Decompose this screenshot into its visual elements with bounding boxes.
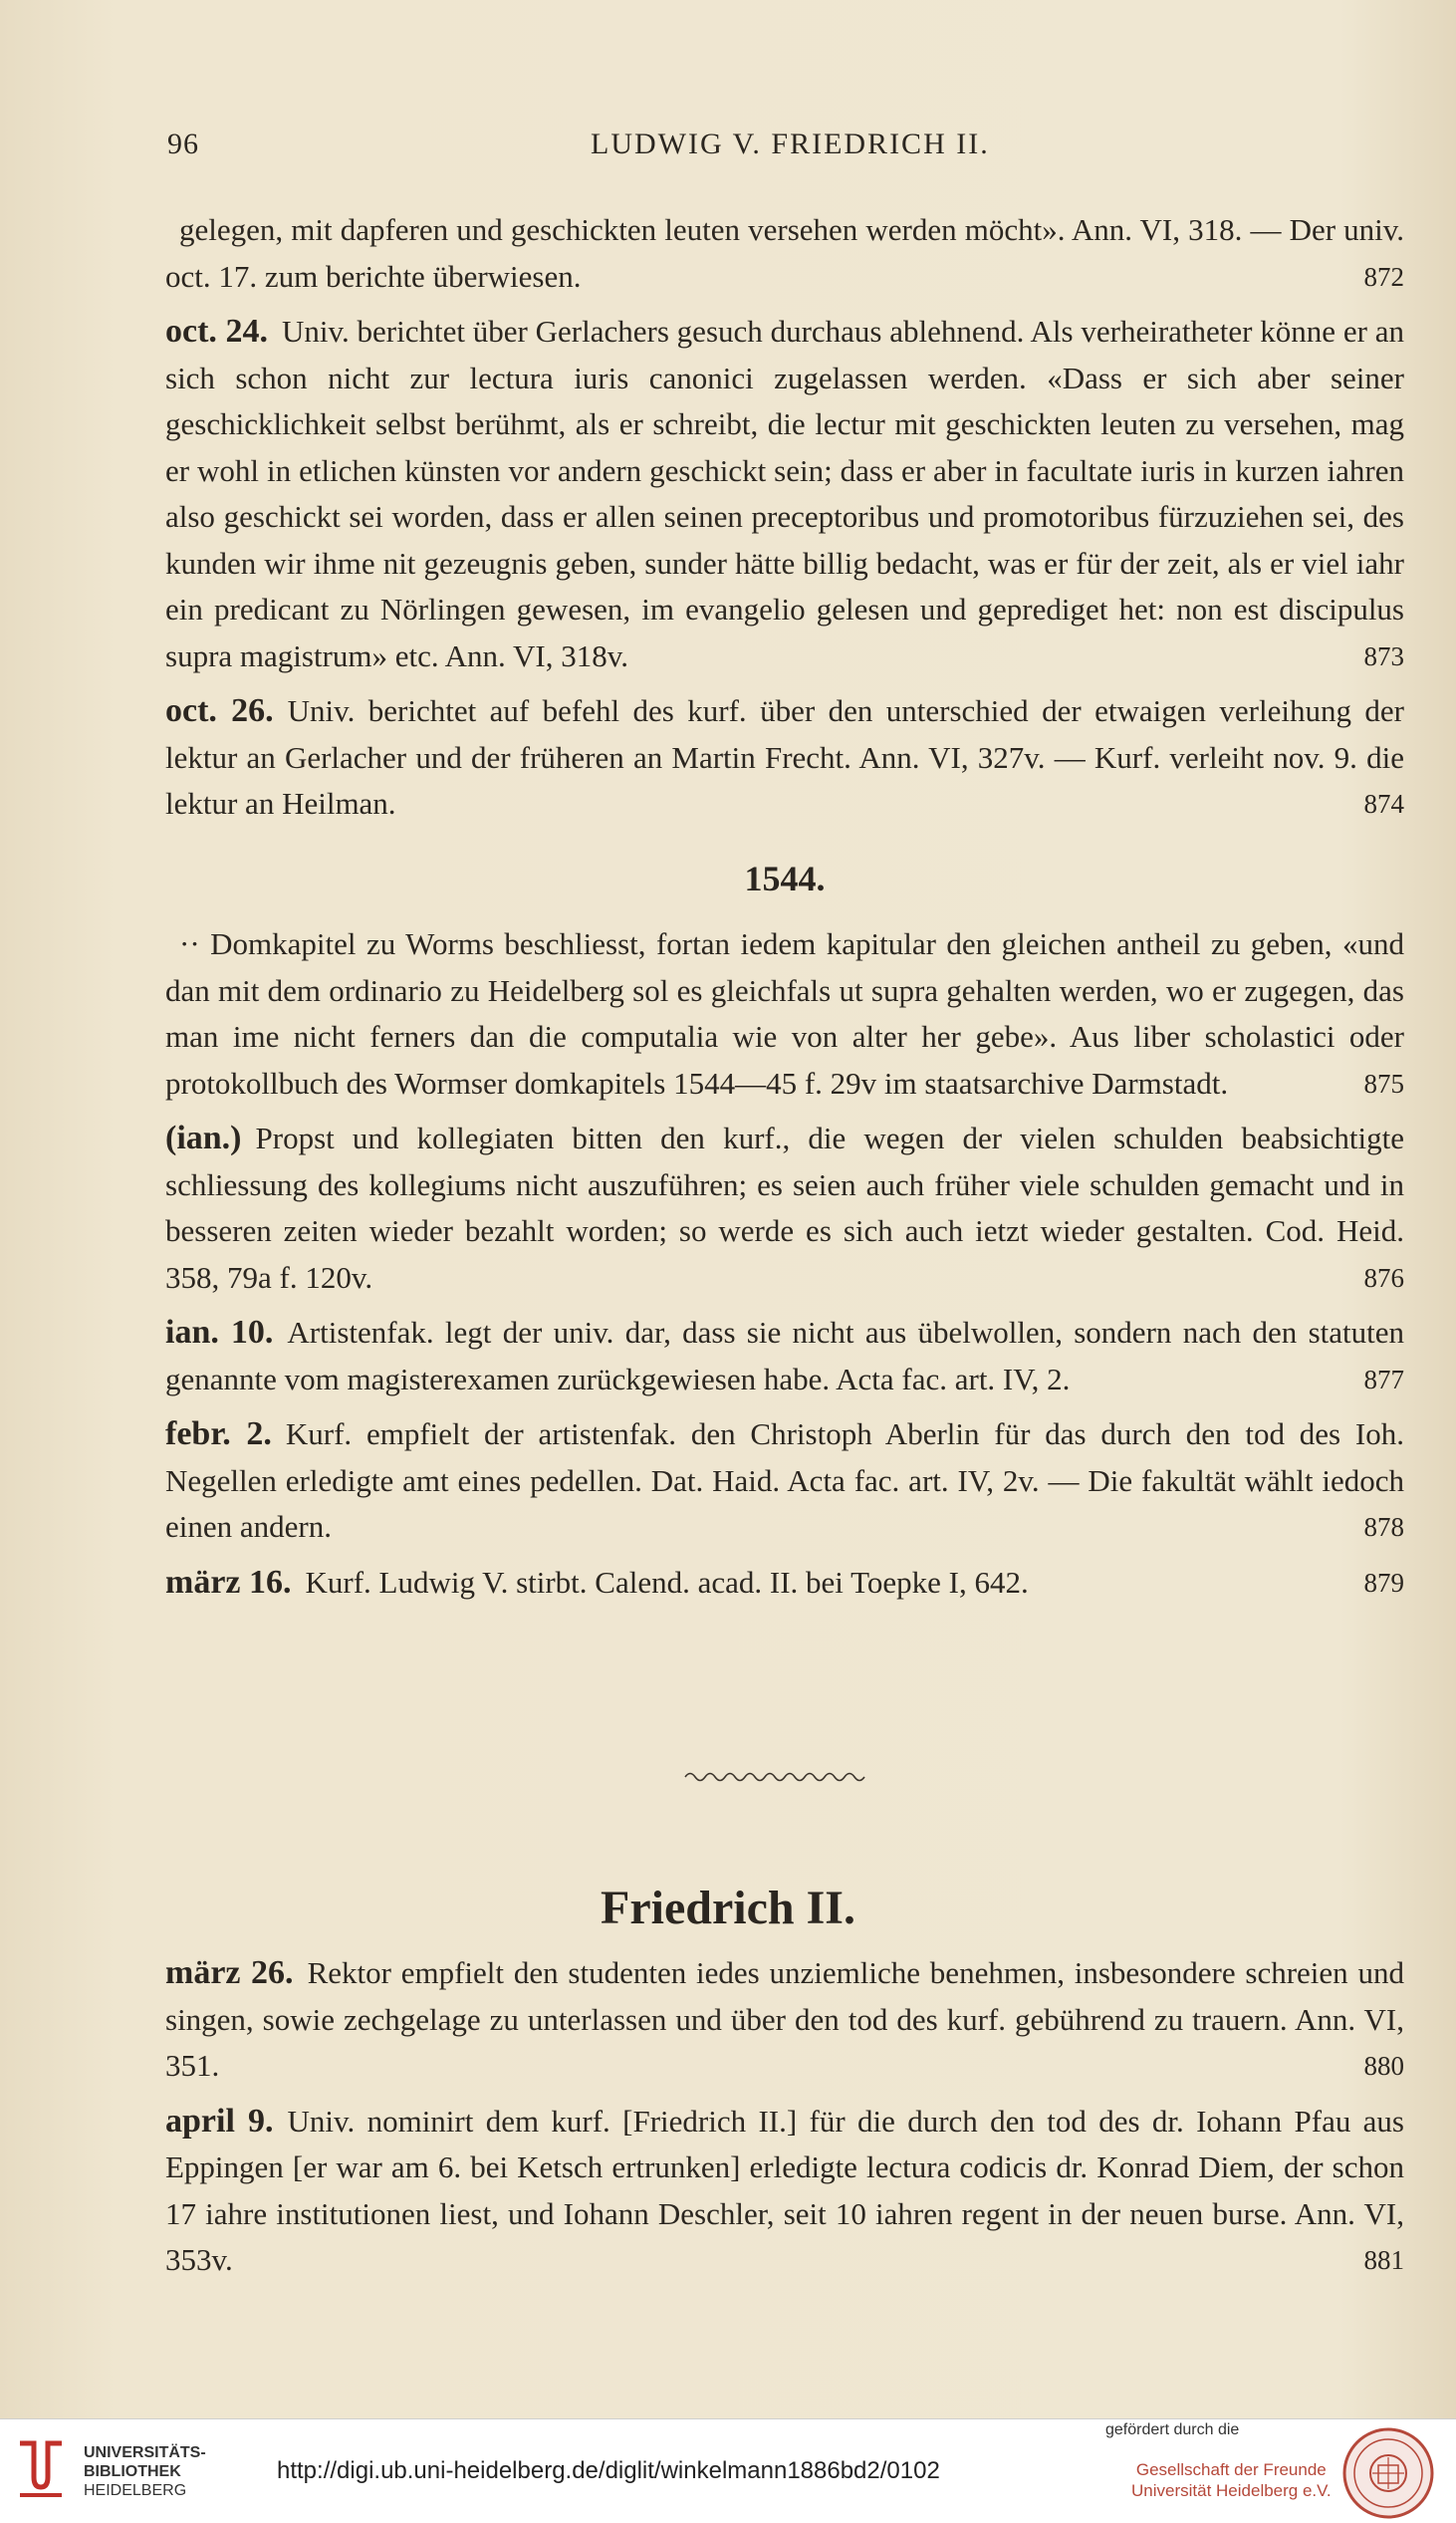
university-library-logo-icon[interactable] (14, 2437, 68, 2503)
entry-text: gelegen, mit dapferen und geschickten leuten versehen werden möcht». Ann. VI, 318. — Der univ. oct. 17. zum berichte überwiesen. (165, 212, 1404, 294)
sponsor-line-2: Universität Heidelberg e.V. (1131, 2481, 1332, 2500)
entry-875 (165, 921, 1404, 1107)
library-line-3: HEIDELBERG (84, 2482, 187, 2499)
entry-number: 881 (1363, 2245, 1404, 2275)
page-number: 96 (167, 127, 199, 160)
entry-879 (165, 1560, 1404, 1607)
permalink-url[interactable]: http://digi.ub.uni-heidelberg.de/diglit/winkelmann1886bd2/0102 (277, 2457, 940, 2484)
entry-number: 877 (1363, 1364, 1404, 1394)
entry-number: 876 (1363, 1262, 1404, 1293)
entry-date: april 9. (165, 2102, 274, 2140)
entry-878 (165, 1411, 1404, 1551)
library-name[interactable] (84, 2443, 206, 2500)
year-heading: 1544. (744, 858, 826, 898)
entry-877 (165, 1310, 1404, 1402)
entry-date: märz 16. (165, 1563, 292, 1601)
sponsor-name[interactable] (1131, 2459, 1332, 2501)
entry-date: febr. 2. (165, 1415, 272, 1452)
running-title: LUDWIG V. FRIEDRICH II. (591, 127, 990, 160)
entry-date: oct. 26. (165, 692, 274, 729)
wavy-divider-ornament (683, 1767, 872, 1787)
entry-880 (165, 1950, 1404, 2090)
entry-881 (165, 2099, 1404, 2284)
entry-text: Univ. berichtet über Gerlachers gesuch durchaus ablehnend. Als verheiratheter könne er an sich schon nicht zur lectura iuris canonici zugelassen werden. «Dass er sich aber seiner geschicklichkeit selbst berühmt, als er schreibt, die lectur mit geschickten leuten zu versehen, mag er wohl in etlichen künsten vor andern geschickt sein; dass er aber in facultate iuris in kurzen iahren also geschickt sei worden, dass er allen seinen preceptoribus und promotoribus fürzuziehen sei, des kunden wir ihme nit gezeugnis geben, sunder hätte billig bedacht, was er für der zeit, als er viel iahr ein predicant zu Nörlingen gewesen, im evangelio gelesen und geprediget het: non est discipulus supra magistrum» etc. Ann. VI, 318v. (165, 314, 1404, 673)
entry-text: Artistenfak. legt der univ. dar, dass sie nicht aus übelwollen, sondern nach den statuten genannte vom magisterexamen zurückgewiesen habe. Acta fac. art. IV, 2. (165, 1315, 1404, 1396)
entry-874 (165, 688, 1404, 828)
entry-number: 872 (1363, 261, 1404, 292)
entry-number: 873 (1363, 640, 1404, 671)
entry-text: Kurf. Ludwig V. stirbt. Calend. acad. II. bei Toepke I, 642. (305, 1564, 1029, 1600)
text-block-lower (165, 1950, 1404, 2284)
entry-number: 875 (1363, 1068, 1404, 1099)
sponsor-line-1: Gesellschaft der Freunde (1135, 2460, 1327, 2479)
entry-873 (165, 309, 1404, 679)
library-line-1: UNIVERSITÄTS- (84, 2444, 206, 2461)
entry-876 (165, 1116, 1404, 1301)
section-title: Friedrich II. (601, 1882, 855, 1934)
library-line-2: BIBLIOTHEK (84, 2463, 181, 2480)
entry-date: oct. 24. (165, 313, 268, 350)
entry-number: 880 (1363, 2051, 1404, 2081)
sponsor-intro: gefördert durch die (1105, 2421, 1240, 2438)
footer-bar (0, 2418, 1456, 2523)
entry-text: Kurf. empfielt der artistenfak. den Christoph Aberlin für das durch den tod des Ioh. Negellen erledigte amt eines pedellen. Dat. Haid. Acta fac. art. IV, 2v. — Die fakultät wählt iedoch einen andern. (165, 1416, 1404, 1544)
text-block-upper (165, 207, 1404, 1606)
entry-date: märz 26. (165, 1954, 294, 1991)
entry-872 (165, 207, 1404, 300)
entry-text: ·· Domkapitel zu Worms beschliesst, fortan iedem kapitular den gleichen antheil zu geben, «und dan mit dem ordinario zu Heidelberg sol es gleichfals ut supra gehalten werden, wo er zugegen, das man ime nicht ferners dan die computalia wie von alter her gebe». Aus liber scholastici oder protokollbuch des Wormser domkapitels 1544—45 f. 29v im staatsarchive Darmstadt. (165, 926, 1404, 1101)
entry-number: 878 (1363, 1512, 1404, 1542)
entry-date: (ian.) (165, 1120, 242, 1156)
entry-text: Univ. nominirt dem kurf. [Friedrich II.] für die durch den tod des dr. Iohann Pfau aus Eppingen [er war am 6. bei Ketsch ertrunken] erledigte lectura codicis dr. Konrad Diem, der schon 17 iahre institutionen liest, und Iohann Deschler, seit 10 iahren regent in der neuen burse. Ann. VI, 353v. (165, 2103, 1404, 2277)
entry-text: Propst und kollegiaten bitten den kurf., die wegen der vielen schulden beabsichtigte schliessung des kollegiums nicht auszuführen; es seien auch früher viele schulden gemacht und in besseren zeiten wieder bezahlt worden; so werde es sich auch ietzt wieder gestalten. Cod. Heid. 358, 79a f. 120v. (165, 1121, 1404, 1295)
entry-date: ian. 10. (165, 1314, 274, 1351)
entry-text: Univ. berichtet auf befehl des kurf. über den unterschied der etwaigen verleihung der lektur an Gerlacher und der früheren an Martin Frecht. Ann. VI, 327v. — Kurf. verleiht nov. 9. die lektur an Heilman. (165, 693, 1404, 821)
entry-number: 879 (1363, 1567, 1404, 1598)
entry-number: 874 (1363, 789, 1404, 819)
entry-text: Rektor empfielt den studenten iedes unziemliche benehmen, insbesondere schreien und singen, sowie zechgelage zu unterlassen und über den tod des kurf. gebührend zu trauern. Ann. VI, 351. (165, 1955, 1404, 2083)
society-seal-icon[interactable] (1340, 2425, 1436, 2521)
